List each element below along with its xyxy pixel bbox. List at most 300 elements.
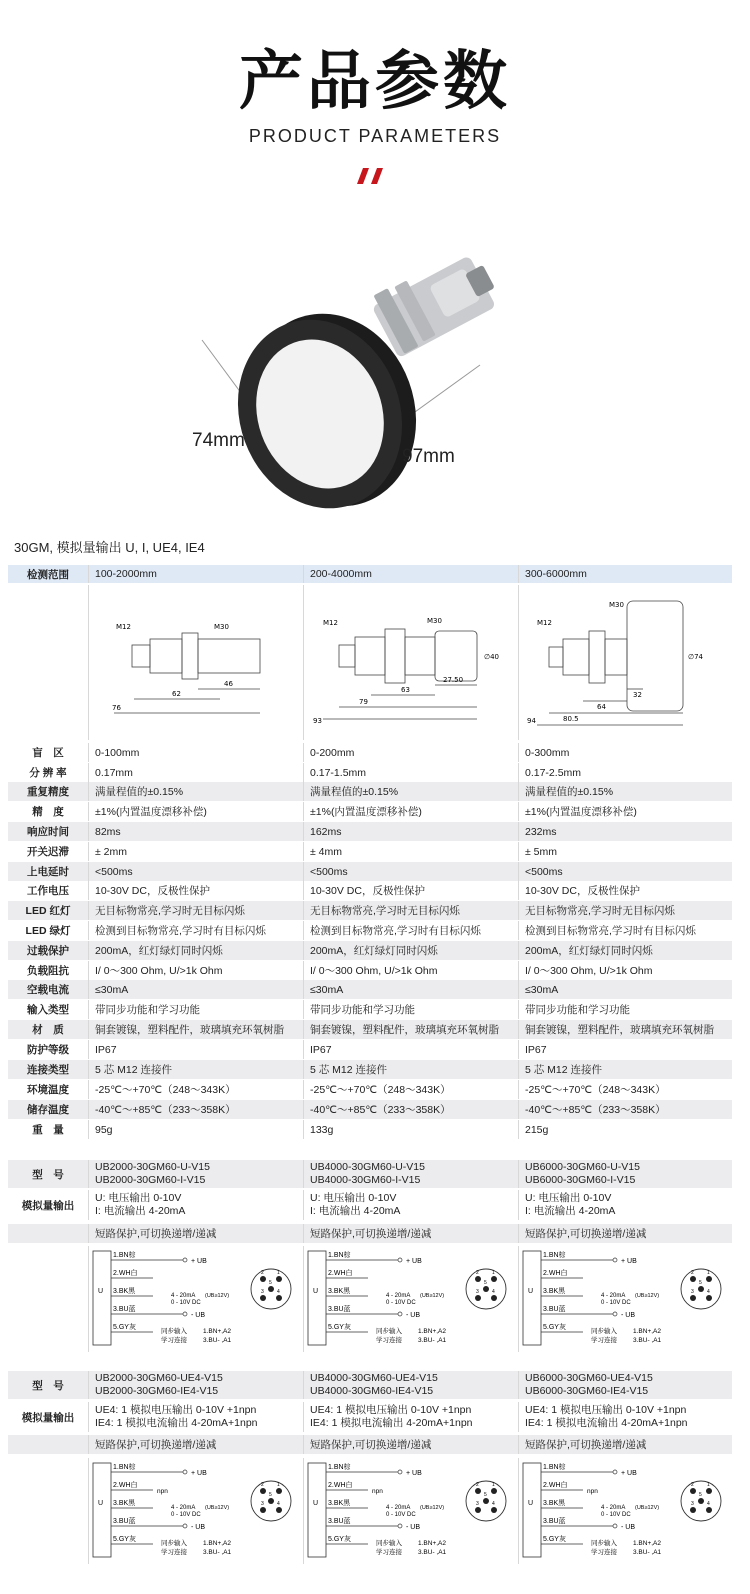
spec-label: 负载阻抗 bbox=[27, 965, 69, 977]
pin-label: 2 bbox=[261, 1482, 264, 1488]
spec-row bbox=[8, 1100, 732, 1119]
a1-label: 3.BU- ,A1 bbox=[418, 1337, 447, 1344]
spec-value: ≤30mA bbox=[518, 980, 732, 999]
model-name: UB6000-30GM60-UE4-V15 bbox=[525, 1372, 653, 1384]
model-name: UB4000-30GM60-U-V15 bbox=[310, 1161, 425, 1173]
connector-pin bbox=[491, 1488, 497, 1494]
pin-label: 5 bbox=[269, 1280, 272, 1286]
wire-label: 5.GY灰 bbox=[113, 1324, 136, 1331]
connector-pin bbox=[483, 1286, 489, 1292]
length-label: 97mm bbox=[402, 446, 455, 467]
spec-value: 200mA，红灯绿灯同时闪烁 bbox=[88, 941, 303, 960]
wiring-diagram bbox=[88, 1246, 303, 1352]
spec-value: 0.17mm bbox=[88, 763, 303, 782]
connector-pin bbox=[491, 1295, 497, 1301]
pin-label: 2 bbox=[690, 1482, 694, 1488]
out-label: 4 - 20mA bbox=[600, 1293, 625, 1299]
wiring-row-ue bbox=[8, 1458, 732, 1564]
spec-value: ±1%(内置温度漂移补偿) bbox=[518, 802, 732, 821]
sensor-u-label: U bbox=[313, 1500, 319, 1507]
wire-label: 3.BK黑 bbox=[542, 1288, 565, 1295]
a2-label: 1.BN+,A2 bbox=[632, 1540, 661, 1547]
spec-label: 分 辨 率 bbox=[29, 767, 67, 779]
terminal bbox=[613, 1258, 617, 1262]
spec-value: 满量程值的±0.15% bbox=[88, 782, 303, 801]
spec-value: I/ 0～300 Ohm, U/>1k Ohm bbox=[303, 961, 518, 980]
spec-value: IP67 bbox=[303, 1040, 518, 1059]
terminal bbox=[398, 1470, 402, 1474]
connector-pin bbox=[260, 1507, 266, 1513]
spec-value: 无目标物常亮,学习时无目标闪烁 bbox=[518, 901, 732, 920]
wire-label: 1.BN棕 bbox=[113, 1464, 136, 1471]
spec-value: 检测到目标物常亮,学习时有目标闪烁 bbox=[303, 921, 518, 940]
connector-pin bbox=[690, 1276, 696, 1282]
spec-label: 工作电压 bbox=[27, 885, 69, 897]
model-name: UB4000-30GM60-UE4-V15 bbox=[310, 1372, 438, 1384]
wire-label: 5.GY灰 bbox=[542, 1324, 566, 1331]
output-line: IE4: 1 模拟电流输出 4-20mA+1npn bbox=[525, 1417, 688, 1429]
sync-label: 同步输入 bbox=[161, 1328, 187, 1335]
protection-text: 短路保护,可切换递增/递减 bbox=[88, 1224, 303, 1243]
terminal bbox=[613, 1312, 617, 1316]
spec-label: LED 绿灯 bbox=[25, 925, 71, 937]
wire-label: 3.BK黑 bbox=[113, 1500, 136, 1507]
connector-pin bbox=[276, 1276, 282, 1282]
pin-label: 5 bbox=[484, 1492, 487, 1498]
spec-value: <500ms bbox=[88, 862, 303, 881]
spec-value: 215g bbox=[518, 1120, 732, 1139]
spec-value: 无目标物常亮,学习时无目标闪烁 bbox=[88, 901, 303, 920]
wire-label: 2.WH白 bbox=[542, 1482, 567, 1489]
model-name: UB2000-30GM60-U-V15 bbox=[95, 1161, 210, 1173]
spec-row bbox=[8, 862, 732, 881]
sensor-product-image bbox=[180, 250, 520, 510]
sensor-u-label: U bbox=[527, 1288, 533, 1295]
out2-label: 0 - 10V DC bbox=[386, 1512, 416, 1518]
model-name: UB6000-30GM60-I-V15 bbox=[525, 1174, 636, 1186]
condition-label: (UB≥12V) bbox=[420, 1505, 445, 1511]
diameter-label: 74mm bbox=[192, 430, 245, 451]
a2-label: 1.BN+,A2 bbox=[632, 1328, 661, 1335]
connector-pin bbox=[276, 1295, 282, 1301]
drawing-1-d2: 46 bbox=[223, 679, 233, 688]
protection-row-ui bbox=[8, 1224, 732, 1243]
sync-label: 同步输入 bbox=[376, 1540, 402, 1547]
spec-value: -40℃～+85℃（233～358K） bbox=[88, 1100, 303, 1119]
spec-value: 铜套镀镍，塑料配件，玻璃填充环氧树脂 bbox=[303, 1020, 518, 1039]
model-name: UB2000-30GM60-I-V15 bbox=[95, 1174, 206, 1186]
drawing-3-d2: 64 bbox=[597, 702, 606, 711]
wire-label: 3.BU蓝 bbox=[542, 1306, 566, 1313]
connector-pin bbox=[690, 1507, 696, 1513]
spec-value: 无目标物常亮,学习时无目标闪烁 bbox=[303, 901, 518, 920]
output-line: I: 电流输出 4-20mA bbox=[95, 1205, 186, 1217]
header-label: 检测范围 bbox=[27, 568, 69, 581]
connector-pin bbox=[706, 1488, 712, 1494]
spec-value: 铜套镀镍，塑料配件，玻璃填充环氧树脂 bbox=[88, 1020, 303, 1039]
condition-label: (UB≥12V) bbox=[634, 1293, 659, 1299]
spec-row bbox=[8, 901, 732, 920]
spec-value: ≤30mA bbox=[303, 980, 518, 999]
spec-row bbox=[8, 1060, 732, 1079]
spec-value: ± 4mm bbox=[303, 842, 518, 861]
wire-label: 5.GY灰 bbox=[328, 1536, 351, 1543]
drawing-2-d2: 63 bbox=[400, 685, 410, 694]
spec-value: 铜套镀镍，塑料配件，玻璃填充环氧树脂 bbox=[518, 1020, 732, 1039]
output-line: UE4: 1 模拟电压输出 0-10V +1npn bbox=[310, 1404, 472, 1416]
model-row-ui bbox=[8, 1160, 732, 1188]
spec-row bbox=[8, 881, 732, 900]
output-row-ui bbox=[8, 1190, 732, 1220]
connector-pin bbox=[690, 1488, 696, 1494]
pin-label: 4 bbox=[277, 1289, 280, 1295]
pin-label: 5 bbox=[698, 1280, 702, 1286]
header-col-1: 100-2000mm bbox=[88, 565, 303, 583]
spec-value: ± 5mm bbox=[518, 842, 732, 861]
drawing-3 bbox=[518, 585, 732, 740]
out2-label: 0 - 10V DC bbox=[600, 1300, 631, 1306]
spec-row bbox=[8, 1000, 732, 1019]
pin-label: 5 bbox=[484, 1280, 487, 1286]
header-col-2: 200-4000mm bbox=[303, 565, 518, 583]
sync-label: 同步输入 bbox=[590, 1540, 617, 1547]
spec-row bbox=[8, 1040, 732, 1059]
spec-value: I/ 0～300 Ohm, U/>1k Ohm bbox=[88, 961, 303, 980]
output-line: IE4: 1 模拟电流输出 4-20mA+1npn bbox=[310, 1417, 473, 1429]
spec-value: 带同步功能和学习功能 bbox=[88, 1000, 303, 1019]
connector-pin bbox=[690, 1295, 696, 1301]
spec-value: 200mA，红灯绿灯同时闪烁 bbox=[518, 941, 732, 960]
connector-pin bbox=[260, 1488, 266, 1494]
wire-label: 2.WH白 bbox=[328, 1482, 353, 1489]
sensor-box bbox=[308, 1251, 326, 1345]
spec-label: 上电延时 bbox=[27, 866, 69, 878]
pin-label: 4 bbox=[492, 1289, 495, 1295]
sensor-u-label: U bbox=[98, 1500, 104, 1507]
spec-value: ±1%(内置温度漂移补偿) bbox=[88, 802, 303, 821]
model-label: 型 号 bbox=[32, 1379, 64, 1392]
connector-pin bbox=[268, 1498, 274, 1504]
spec-label: 响应时间 bbox=[27, 826, 69, 838]
spec-value: 10-30V DC，反极性保护 bbox=[518, 881, 732, 900]
spec-label: 材 质 bbox=[32, 1024, 64, 1036]
pin-label: 2 bbox=[476, 1270, 479, 1276]
terminal bbox=[613, 1470, 617, 1474]
drawing-2-total: 93 bbox=[312, 716, 322, 725]
spec-row bbox=[8, 1080, 732, 1099]
spec-value: 0-300mm bbox=[518, 743, 732, 762]
connector-pin bbox=[483, 1498, 489, 1504]
model-label: 型 号 bbox=[32, 1168, 64, 1181]
pin-label: 3 bbox=[476, 1501, 479, 1507]
spec-value: 232ms bbox=[518, 822, 732, 841]
a1-label: 3.BU- ,A1 bbox=[203, 1337, 232, 1344]
pin-label: 1 bbox=[706, 1482, 710, 1488]
pin-label: 1 bbox=[277, 1482, 280, 1488]
spec-value: IP67 bbox=[518, 1040, 732, 1059]
drawing-3-total: 94 bbox=[527, 716, 536, 725]
terminal bbox=[398, 1258, 402, 1262]
spec-label: 环境温度 bbox=[27, 1084, 69, 1096]
sensor-box bbox=[523, 1463, 541, 1557]
out-label: 4 - 20mA bbox=[171, 1505, 196, 1511]
wire-label: 1.BN棕 bbox=[328, 1252, 351, 1259]
spec-row bbox=[8, 921, 732, 940]
ub-plus-label: + UB bbox=[191, 1470, 207, 1477]
sensor-u-label: U bbox=[98, 1288, 104, 1295]
output-line: U: 电压输出 0-10V bbox=[525, 1192, 612, 1204]
sensor-u-label: U bbox=[313, 1288, 319, 1295]
drawing-1-m12: M12 bbox=[115, 622, 131, 631]
out-label: 4 - 20mA bbox=[600, 1505, 625, 1511]
spec-value: 满量程值的±0.15% bbox=[518, 782, 732, 801]
drawing-3-dia: ∅74 bbox=[688, 652, 704, 661]
output-row-ue bbox=[8, 1402, 732, 1432]
drawing-2-d3: 27.50 bbox=[442, 675, 463, 684]
learn-label: 学习连接 bbox=[161, 1337, 187, 1344]
pin-label: 3 bbox=[690, 1501, 694, 1507]
wire-label: 2.WH白 bbox=[328, 1270, 353, 1277]
output-line: I: 电流输出 4-20mA bbox=[525, 1205, 616, 1217]
drawing-3-m30: M30 bbox=[609, 600, 624, 609]
wire-label: 3.BK黑 bbox=[113, 1288, 136, 1295]
wire-label: 2.WH白 bbox=[113, 1482, 138, 1489]
spec-value: I/ 0～300 Ohm, U/>1k Ohm bbox=[518, 961, 732, 980]
protection-text: 短路保护,可切换递增/递减 bbox=[303, 1435, 518, 1454]
wiring-diagram bbox=[303, 1458, 518, 1564]
pin-label: 1 bbox=[277, 1270, 280, 1276]
wiring-svg bbox=[91, 1461, 301, 1561]
drawing-2-m30: M30 bbox=[426, 616, 442, 625]
spec-value: 检测到目标物常亮,学习时有目标闪烁 bbox=[518, 921, 732, 940]
spec-label: LED 红灯 bbox=[25, 905, 71, 917]
pin-label: 1 bbox=[492, 1270, 495, 1276]
header-col-3: 300-6000mm bbox=[518, 565, 732, 583]
learn-label: 学习连接 bbox=[161, 1549, 187, 1556]
spec-row bbox=[8, 961, 732, 980]
npn-label: npn bbox=[586, 1488, 598, 1495]
spec-value: 带同步功能和学习功能 bbox=[518, 1000, 732, 1019]
npn-label: npn bbox=[372, 1488, 383, 1495]
spec-row bbox=[8, 941, 732, 960]
protection-row-ue bbox=[8, 1435, 732, 1454]
connector-pin bbox=[491, 1507, 497, 1513]
connector-pin bbox=[706, 1507, 712, 1513]
spec-value: -25℃～+70℃（248～343K） bbox=[88, 1080, 303, 1099]
spec-value: ±1%(内置温度漂移补偿) bbox=[303, 802, 518, 821]
drawing-2 bbox=[303, 585, 518, 740]
model-name: UB6000-30GM60-U-V15 bbox=[525, 1161, 640, 1173]
drawing-3-d3: 32 bbox=[633, 690, 642, 699]
spec-row bbox=[8, 1020, 732, 1039]
condition-label: (UB≥12V) bbox=[634, 1505, 659, 1511]
red-quote-mark bbox=[357, 168, 383, 184]
connector-pin bbox=[475, 1295, 481, 1301]
wire-label: 2.WH白 bbox=[542, 1270, 567, 1277]
connector-pin bbox=[706, 1276, 712, 1282]
condition-label: (UB≥12V) bbox=[205, 1505, 230, 1511]
spec-value: 0-200mm bbox=[303, 743, 518, 762]
pin-label: 3 bbox=[261, 1289, 264, 1295]
connector-pin bbox=[706, 1295, 712, 1301]
terminal bbox=[183, 1258, 187, 1262]
wiring-svg bbox=[306, 1249, 516, 1349]
wire-label: 3.BU蓝 bbox=[113, 1518, 136, 1525]
spec-value: 133g bbox=[303, 1120, 518, 1139]
sensor-box bbox=[93, 1463, 111, 1557]
out2-label: 0 - 10V DC bbox=[171, 1512, 201, 1518]
wire-label: 3.BK黑 bbox=[328, 1288, 351, 1295]
drawing-2-dia: ∅40 bbox=[483, 652, 499, 661]
output-line: U: 电压输出 0-10V bbox=[310, 1192, 397, 1204]
spec-label: 空载电流 bbox=[27, 984, 69, 996]
output-line: IE4: 1 模拟电流输出 4-20mA+1npn bbox=[95, 1417, 258, 1429]
a1-label: 3.BU- ,A1 bbox=[418, 1549, 447, 1556]
spec-label: 重 量 bbox=[32, 1124, 64, 1136]
spec-label: 过载保护 bbox=[27, 945, 69, 957]
spec-value: 检测到目标物常亮,学习时有目标闪烁 bbox=[88, 921, 303, 940]
spec-value: <500ms bbox=[518, 862, 732, 881]
connector-pin bbox=[276, 1507, 282, 1513]
protection-text: 短路保护,可切换递增/递减 bbox=[303, 1224, 518, 1243]
drawings-row bbox=[8, 585, 732, 740]
a1-label: 3.BU- ,A1 bbox=[632, 1337, 661, 1344]
drawing-3-m12: M12 bbox=[537, 618, 552, 627]
model-name: UB4000-30GM60-IE4-V15 bbox=[310, 1385, 434, 1397]
out2-label: 0 - 10V DC bbox=[600, 1512, 631, 1518]
output-line: UE4: 1 模拟电压输出 0-10V +1npn bbox=[525, 1404, 687, 1416]
wire-label: 3.BU蓝 bbox=[113, 1306, 136, 1313]
wire-label: 5.GY灰 bbox=[113, 1536, 136, 1543]
connector-pin bbox=[268, 1286, 274, 1292]
terminal bbox=[183, 1524, 187, 1528]
wire-label: 3.BK黑 bbox=[542, 1500, 565, 1507]
out-label: 4 - 20mA bbox=[386, 1293, 411, 1299]
connector-pin bbox=[698, 1286, 704, 1292]
model-name: UB6000-30GM60-IE4-V15 bbox=[525, 1385, 649, 1397]
ub-plus-label: + UB bbox=[620, 1258, 637, 1265]
ub-minus-label: - UB bbox=[406, 1312, 420, 1319]
condition-label: (UB≥12V) bbox=[205, 1293, 230, 1299]
pin-label: 3 bbox=[476, 1289, 479, 1295]
wire-label: 2.WH白 bbox=[113, 1270, 138, 1277]
out-label: 4 - 20mA bbox=[386, 1505, 411, 1511]
terminal bbox=[398, 1524, 402, 1528]
spec-value: 带同步功能和学习功能 bbox=[303, 1000, 518, 1019]
ub-minus-label: - UB bbox=[191, 1312, 205, 1319]
sensor-box bbox=[93, 1251, 111, 1345]
protection-text: 短路保护,可切换递增/递减 bbox=[518, 1435, 732, 1454]
pin-label: 1 bbox=[492, 1482, 495, 1488]
learn-label: 学习连接 bbox=[590, 1549, 617, 1556]
spec-value: ± 2mm bbox=[88, 842, 303, 861]
spec-value: ≤30mA bbox=[88, 980, 303, 999]
a2-label: 1.BN+,A2 bbox=[418, 1328, 447, 1335]
out-label: 4 - 20mA bbox=[171, 1293, 196, 1299]
wiring-row-ui bbox=[8, 1246, 732, 1352]
spec-value: 5 芯 M12 连接件 bbox=[518, 1060, 732, 1079]
product-hero bbox=[0, 0, 750, 530]
connector-pin bbox=[260, 1295, 266, 1301]
condition-label: (UB≥12V) bbox=[420, 1293, 445, 1299]
a1-label: 3.BU- ,A1 bbox=[203, 1549, 232, 1556]
output-label: 模拟量输出 bbox=[21, 1199, 75, 1212]
wire-label: 1.BN棕 bbox=[328, 1464, 351, 1471]
ub-plus-label: + UB bbox=[620, 1470, 637, 1477]
output-line: UE4: 1 模拟电压输出 0-10V +1npn bbox=[95, 1404, 257, 1416]
spec-value: IP67 bbox=[88, 1040, 303, 1059]
output-line: I: 电流输出 4-20mA bbox=[310, 1205, 401, 1217]
ub-minus-label: - UB bbox=[406, 1524, 420, 1531]
pin-label: 1 bbox=[706, 1270, 710, 1276]
pin-label: 4 bbox=[706, 1501, 710, 1507]
pin-label: 2 bbox=[690, 1270, 694, 1276]
spec-label: 储存温度 bbox=[27, 1104, 69, 1116]
wire-label: 5.GY灰 bbox=[328, 1324, 351, 1331]
spec-value: -40℃～+85℃（233～358K） bbox=[303, 1100, 518, 1119]
spec-row bbox=[8, 743, 732, 762]
terminal bbox=[398, 1312, 402, 1316]
spec-row bbox=[8, 842, 732, 861]
wiring-diagram bbox=[88, 1458, 303, 1564]
ub-plus-label: + UB bbox=[406, 1258, 422, 1265]
page-title: 产品参数 bbox=[239, 45, 511, 119]
ub-minus-label: - UB bbox=[620, 1524, 635, 1531]
spec-value: 200mA，红灯绿灯同时闪烁 bbox=[303, 941, 518, 960]
a2-label: 1.BN+,A2 bbox=[203, 1540, 232, 1547]
sync-label: 同步输入 bbox=[590, 1328, 617, 1335]
spec-value: 95g bbox=[88, 1120, 303, 1139]
out2-label: 0 - 10V DC bbox=[386, 1300, 416, 1306]
out2-label: 0 - 10V DC bbox=[171, 1300, 201, 1306]
model-name: UB4000-30GM60-I-V15 bbox=[310, 1174, 421, 1186]
pin-label: 2 bbox=[261, 1270, 264, 1276]
drawing-2-m12: M12 bbox=[322, 618, 338, 627]
spec-label: 连接类型 bbox=[27, 1064, 69, 1076]
wire-label: 1.BN棕 bbox=[542, 1252, 566, 1259]
wire-label: 3.BU蓝 bbox=[328, 1306, 351, 1313]
pin-label: 5 bbox=[698, 1492, 702, 1498]
table-header-row bbox=[8, 565, 732, 583]
spec-value: 82ms bbox=[88, 822, 303, 841]
series-title: 30GM, 模拟量输出 U, I, UE4, IE4 bbox=[14, 540, 205, 555]
drawing-1-d1: 62 bbox=[171, 689, 181, 698]
model-name: UB2000-30GM60-IE4-V15 bbox=[95, 1385, 219, 1397]
ub-minus-label: - UB bbox=[620, 1312, 635, 1319]
spec-label: 盲 区 bbox=[32, 747, 64, 759]
drawing-1-total: 76 bbox=[111, 703, 121, 712]
learn-label: 学习连接 bbox=[590, 1337, 617, 1344]
spec-value: <500ms bbox=[303, 862, 518, 881]
spec-value: -25℃～+70℃（248～343K） bbox=[518, 1080, 732, 1099]
spec-value: -25℃～+70℃（248～343K） bbox=[303, 1080, 518, 1099]
spec-value: 5 芯 M12 连接件 bbox=[303, 1060, 518, 1079]
spec-row bbox=[8, 802, 732, 821]
pin-label: 4 bbox=[277, 1501, 280, 1507]
page-subtitle: PRODUCT PARAMETERS bbox=[248, 126, 502, 146]
pin-label: 4 bbox=[492, 1501, 495, 1507]
connector-pin bbox=[491, 1276, 497, 1282]
terminal bbox=[183, 1470, 187, 1474]
connector-pin bbox=[698, 1498, 704, 1504]
a2-label: 1.BN+,A2 bbox=[418, 1540, 447, 1547]
protection-text: 短路保护,可切换递增/递减 bbox=[88, 1435, 303, 1454]
connector-pin bbox=[475, 1276, 481, 1282]
ub-plus-label: + UB bbox=[191, 1258, 207, 1265]
terminal bbox=[613, 1524, 617, 1528]
spec-label: 开关迟滞 bbox=[27, 846, 69, 858]
output-line: U: 电压输出 0-10V bbox=[95, 1192, 182, 1204]
